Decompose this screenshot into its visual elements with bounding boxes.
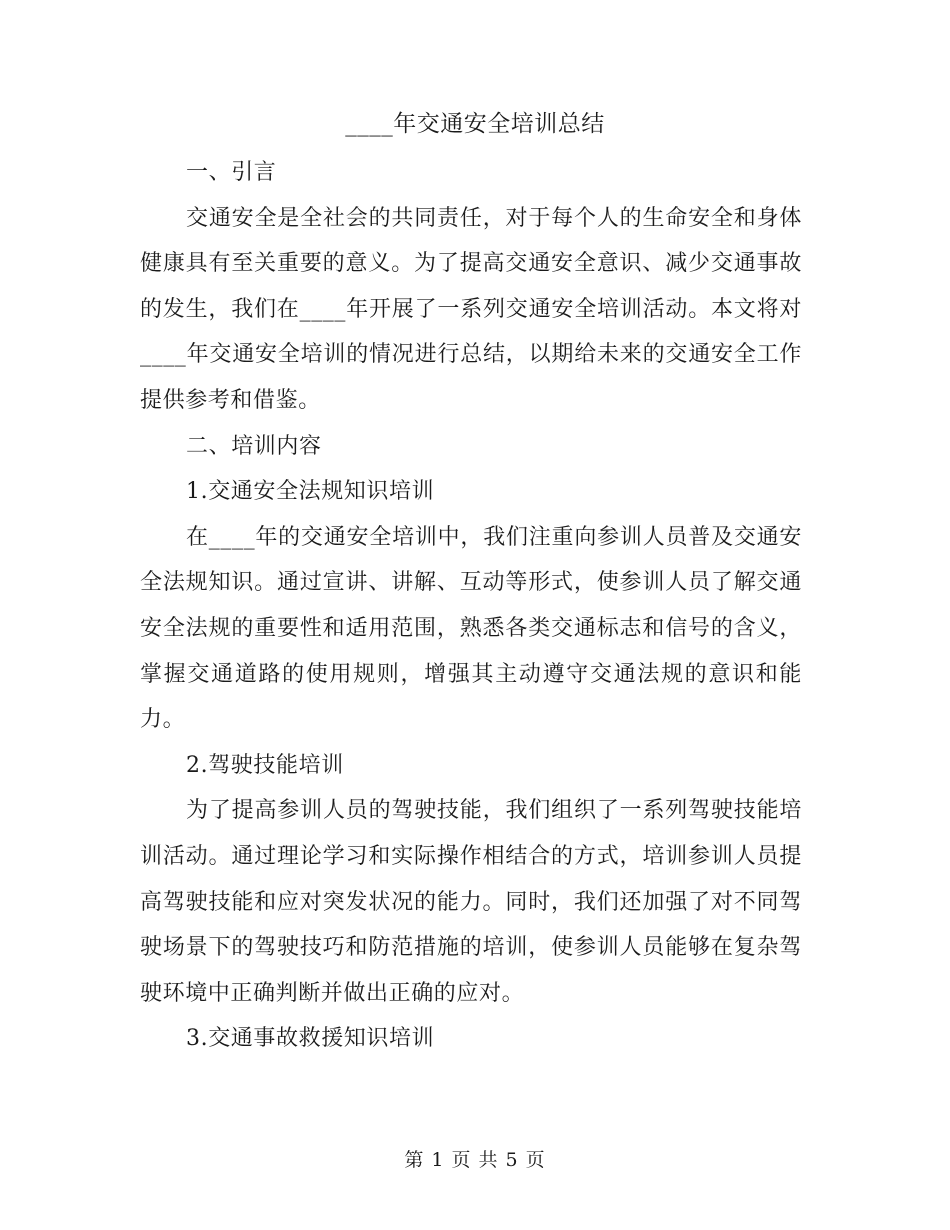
section-heading-training-content: 二、培训内容	[186, 433, 322, 459]
section-heading-introduction: 一、引言	[186, 160, 277, 185]
document-body	[140, 150, 802, 1062]
traffic-law-paragraph: 在____年的交通安全培训中，我们注重向参训人员普及交通安全法规知识。通过宣讲、讲解、互动等形式，使参训人员了解交通安全法规的重要性和适用范围，熟悉各类交通标志和信号的含义，掌握交通道路的使用规则，增强其主动遵守交通法规的意识和能力。	[140, 524, 802, 733]
page-footer: 第 1 页 共 5 页	[404, 1149, 546, 1171]
subheading-driving-skills-training: 2.驾驶技能培训	[186, 752, 344, 778]
introduction-paragraph: 交通安全是全社会的共同责任，对于每个人的生命安全和身体健康具有至关重要的意义。为了提高交通安全意识、减少交通事故的发生，我们在____年开展了一系列交通安全培训活动。本文将对____年交通安全培训的情况进行总结，以期给未来的交通安全工作提供参考和借鉴。	[140, 205, 802, 413]
document-title: ____年交通安全培训总结	[345, 111, 605, 137]
driving-skills-paragraph: 为了提高参训人员的驾驶技能，我们组织了一系列驾驶技能培训活动。通过理论学习和实际操作相结合的方式，培训参训人员提高驾驶技能和应对突发状况的能力。同时，我们还加强了对不同驾驶场景下的驾驶技巧和防范措施的培训，使参训人员能够在复杂驾驶环境中正确判断并做出正确的应对。	[140, 798, 802, 1006]
subheading-accident-rescue-training: 3.交通事故救援知识培训	[186, 1026, 435, 1052]
subheading-traffic-law-training: 1.交通安全法规知识培训	[186, 479, 435, 505]
